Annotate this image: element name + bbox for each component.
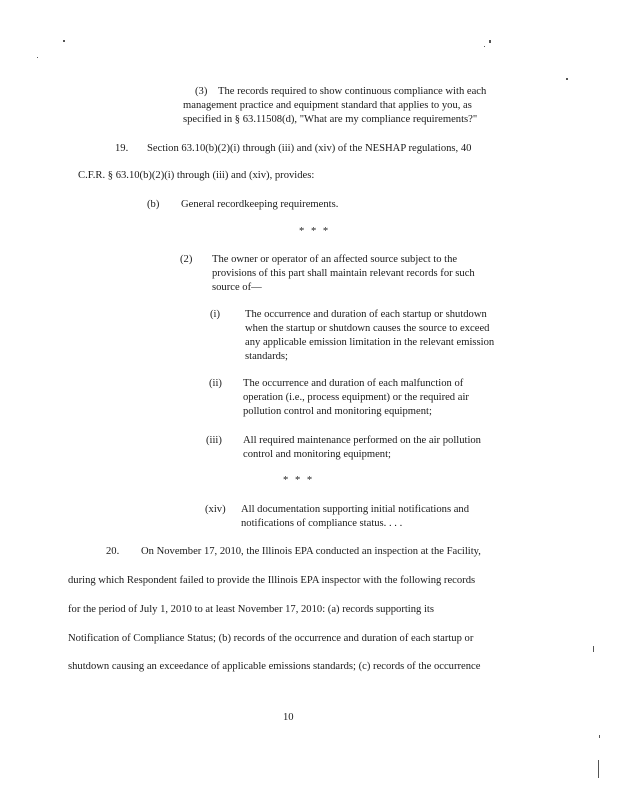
para-19-number: 19. bbox=[115, 143, 129, 154]
sub-iii-line-2: control and monitoring equipment; bbox=[243, 449, 391, 460]
para-20-line-5: shutdown causing an exceedance of applicable emissions standards; (c) records of the occurrence bbox=[68, 661, 481, 672]
para-20-line-2: during which Respondent failed to provide the Illinois EPA inspector with the following records bbox=[68, 575, 476, 586]
sub-i-line-4: standards; bbox=[245, 351, 288, 362]
section-b-number: (b) bbox=[147, 199, 160, 210]
scan-speck bbox=[566, 78, 568, 80]
sub-ii-line-3: pollution control and monitoring equipment; bbox=[243, 406, 432, 417]
sub-xiv-line-2: notifications of compliance status. . . . bbox=[241, 518, 403, 529]
item-2-number: (2) bbox=[180, 254, 193, 265]
scan-speck bbox=[484, 46, 485, 47]
scan-speck bbox=[599, 735, 600, 738]
para-20-line-3: for the period of July 1, 2010 to at least November 17, 2010: (a) records supporting its bbox=[68, 604, 434, 615]
sub-xiv-line-1: All documentation supporting initial notifications and bbox=[241, 504, 470, 515]
item-2-line-1: The owner or operator of an affected source subject to the bbox=[212, 254, 458, 265]
para-20-line-4: Notification of Compliance Status; (b) records of the occurrence and duration of each startup or bbox=[68, 633, 474, 644]
para-20-number: 20. bbox=[106, 546, 120, 557]
scan-speck bbox=[598, 760, 599, 778]
item-3-line-2: management practice and equipment standard that applies to you, as bbox=[183, 100, 472, 111]
scan-speck bbox=[63, 40, 65, 42]
sub-xiv-number: (xiv) bbox=[205, 504, 226, 515]
sub-i-line-2: when the startup or shutdown causes the source to exceed bbox=[245, 323, 490, 334]
scan-speck bbox=[489, 40, 491, 43]
para-19-line-2: C.F.R. § 63.10(b)(2)(i) through (iii) and (xiv), provides: bbox=[78, 170, 315, 181]
section-break-stars-1: * * * bbox=[299, 226, 331, 237]
item-3-line-1: The records required to show continuous compliance with each bbox=[218, 86, 487, 97]
section-b-heading: General recordkeeping requirements. bbox=[181, 199, 339, 210]
para-19-line-1: Section 63.10(b)(2)(i) through (iii) and (xiv) of the NESHAP regulations, 40 bbox=[147, 143, 472, 154]
item-3-line-3: specified in § 63.11508(d), "What are my compliance requirements?" bbox=[183, 114, 478, 125]
item-2-line-2: provisions of this part shall maintain relevant records for such bbox=[212, 268, 475, 279]
sub-iii-number: (iii) bbox=[206, 435, 222, 446]
scan-speck bbox=[593, 646, 594, 652]
item-3-number: (3) bbox=[195, 86, 208, 97]
sub-i-line-1: The occurrence and duration of each startup or shutdown bbox=[245, 309, 487, 320]
sub-i-number: (i) bbox=[210, 309, 220, 320]
scan-speck bbox=[37, 57, 38, 58]
para-20-line-1: On November 17, 2010, the Illinois EPA conducted an inspection at the Facility, bbox=[141, 546, 481, 557]
sub-iii-line-1: All required maintenance performed on the air pollution bbox=[243, 435, 481, 446]
sub-i-line-3: any applicable emission limitation in the relevant emission bbox=[245, 337, 495, 348]
sub-ii-line-2: operation (i.e., process equipment) or the required air bbox=[243, 392, 469, 403]
sub-ii-line-1: The occurrence and duration of each malfunction of bbox=[243, 378, 464, 389]
sub-ii-number: (ii) bbox=[209, 378, 222, 389]
item-2-line-3: source of— bbox=[212, 282, 262, 293]
page-number: 10 bbox=[283, 712, 294, 723]
section-break-stars-2: * * * bbox=[283, 475, 315, 486]
